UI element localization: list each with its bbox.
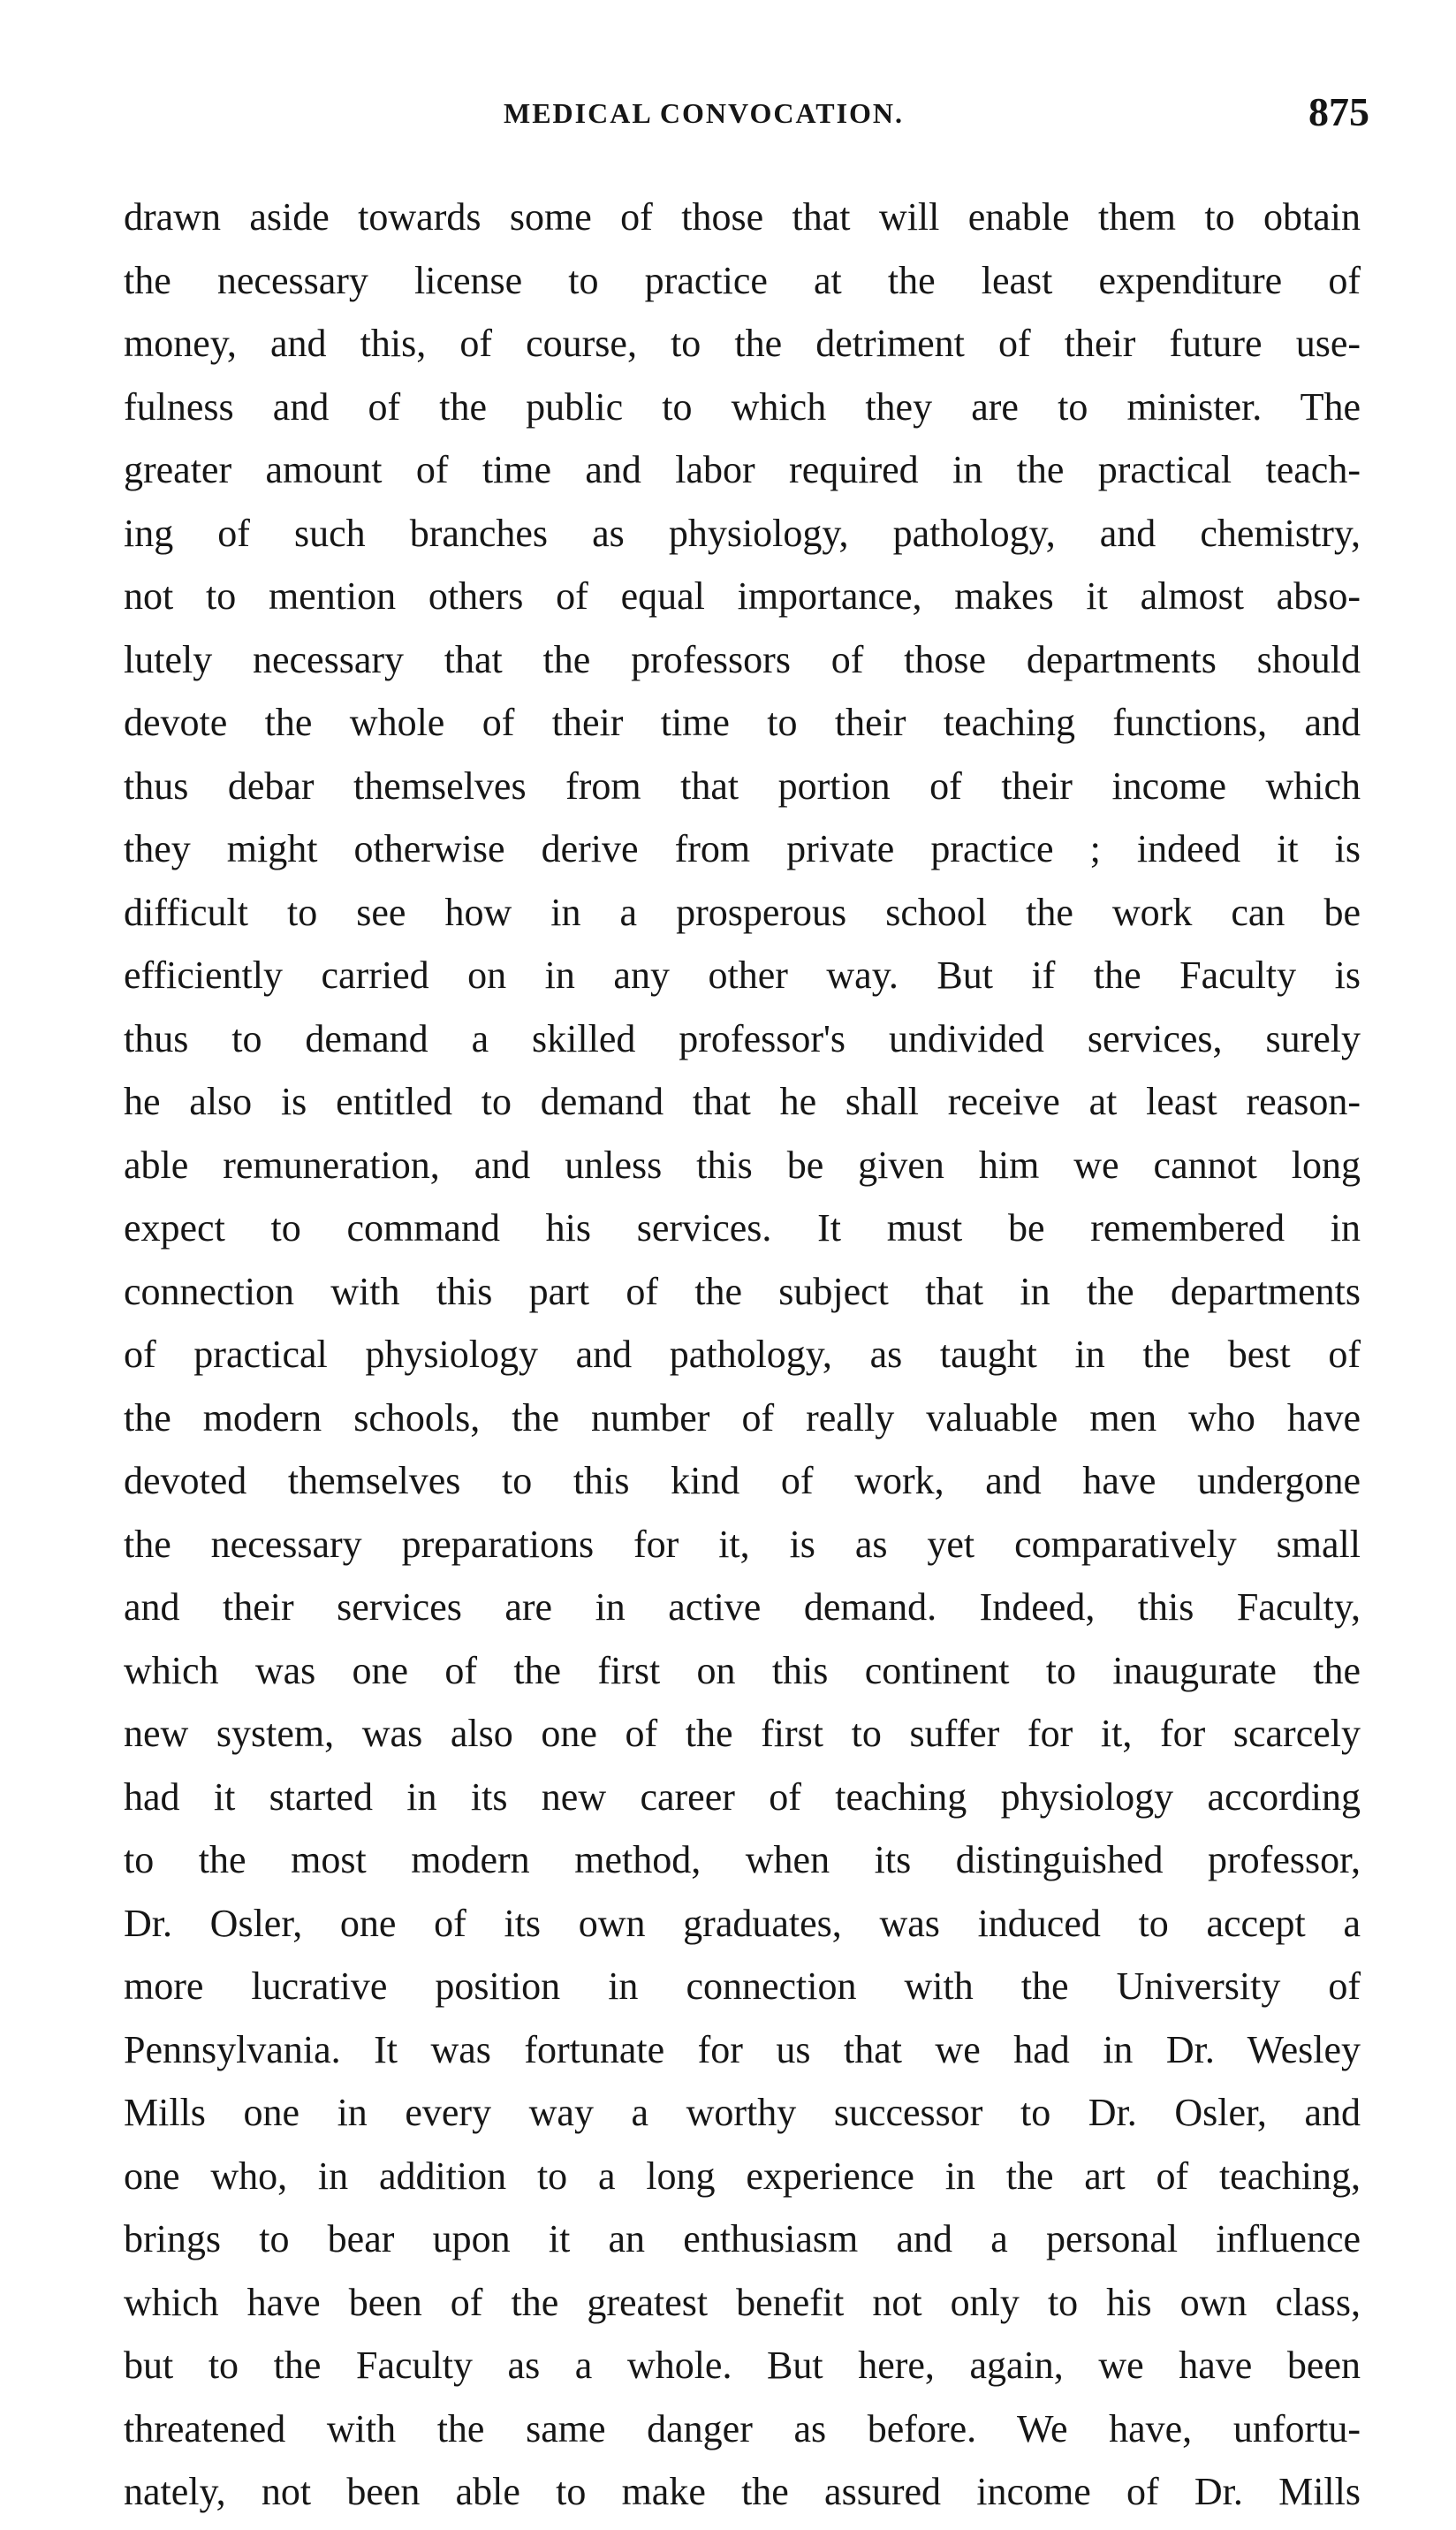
text-line: which was one of the first on this continent to inaugurate the xyxy=(124,1648,1361,1692)
text-line: lutely necessary that the professors of those departments should xyxy=(124,637,1361,681)
text-line: they might otherwise derive from private practice ; indeed it is xyxy=(124,827,1361,870)
text-line: threatened with the same danger as before. We have, unfortu- xyxy=(124,2406,1361,2450)
text-line: greater amount of time and labor required in the practical teach- xyxy=(124,448,1361,491)
text-line: difficult to see how in a prosperous school the work can be xyxy=(124,890,1361,934)
text-line: but to the Faculty as a whole. But here, again, we have been xyxy=(124,2344,1361,2387)
text-line: connection with this part of the subject that in the departments xyxy=(124,1269,1361,1313)
text-line: new system, was also one of the first to suffer for it, for scarcely xyxy=(124,1712,1361,1755)
text-line: Mills one in every way a worthy successor to Dr. Osler, and xyxy=(124,2091,1361,2134)
text-line: more lucrative position in connection with the University of xyxy=(124,1964,1361,2008)
text-line: and their services are in active demand. Indeed, this Faculty, xyxy=(124,1585,1361,1629)
running-title: MEDICAL CONVOCATION. xyxy=(504,97,905,129)
text-line: he also is entitled to demand that he shall receive at least reason- xyxy=(124,1080,1361,1123)
text-line: nately, not been able to make the assured income of Dr. Mills xyxy=(124,2470,1361,2513)
text-line: the necessary license to practice at the least expenditure of xyxy=(124,258,1361,302)
text-line: the modern schools, the number of really valuable men who have xyxy=(124,1395,1361,1440)
text-line: expect to command his services. It must be remembered in xyxy=(124,1206,1361,1250)
text-line: one who, in addition to a long experience in the art of teaching, xyxy=(124,2154,1361,2198)
text-line: devote the whole of their time to their teaching functions, and xyxy=(124,701,1361,744)
text-line: the necessary preparations for it, is as yet comparatively small xyxy=(124,1522,1361,1566)
text-line: not to mention others of equal importance, makes it almost abso- xyxy=(124,574,1361,618)
text-line: Dr. Osler, one of its own graduates, was induced to accept a xyxy=(124,1901,1361,1945)
text-line: money, and this, of course, to the detriment of their future use- xyxy=(124,322,1361,365)
text-line: devoted themselves to this kind of work, and have undergone xyxy=(124,1459,1361,1502)
text-line: to the most modern method, when its distinguished professor, xyxy=(124,1838,1361,1881)
text-line: had it started in its new career of teaching physiology according xyxy=(124,1774,1361,1819)
text-line: which have been of the greatest benefit not only to his own class, xyxy=(124,2280,1361,2324)
body-text xyxy=(124,186,1361,2524)
text-line: fulness and of the public to which they are to minister. The xyxy=(124,384,1361,429)
text-line: brings to bear upon it an enthusiasm and a personal influence xyxy=(124,2217,1361,2260)
text-line: thus to demand a skilled professor's undivided services, surely xyxy=(124,1016,1361,1060)
text-line: ing of such branches as physiology, pathology, and chemistry, xyxy=(124,511,1361,555)
text-line: thus debar themselves from that portion of their income which xyxy=(124,764,1361,808)
page-number: 875 xyxy=(1308,89,1369,134)
text-line: able remuneration, and unless this be given him we cannot long xyxy=(124,1143,1361,1187)
text-line: drawn aside towards some of those that will enable them to obtain xyxy=(124,195,1361,239)
text-line: of practical physiology and pathology, as taught in the best of xyxy=(124,1333,1361,1376)
text-line: efficiently carried on in any other way. But if the Faculty is xyxy=(124,953,1361,997)
running-head xyxy=(124,88,1369,141)
text-line: Pennsylvania. It was fortunate for us that we had in Dr. Wesley xyxy=(124,2027,1361,2071)
